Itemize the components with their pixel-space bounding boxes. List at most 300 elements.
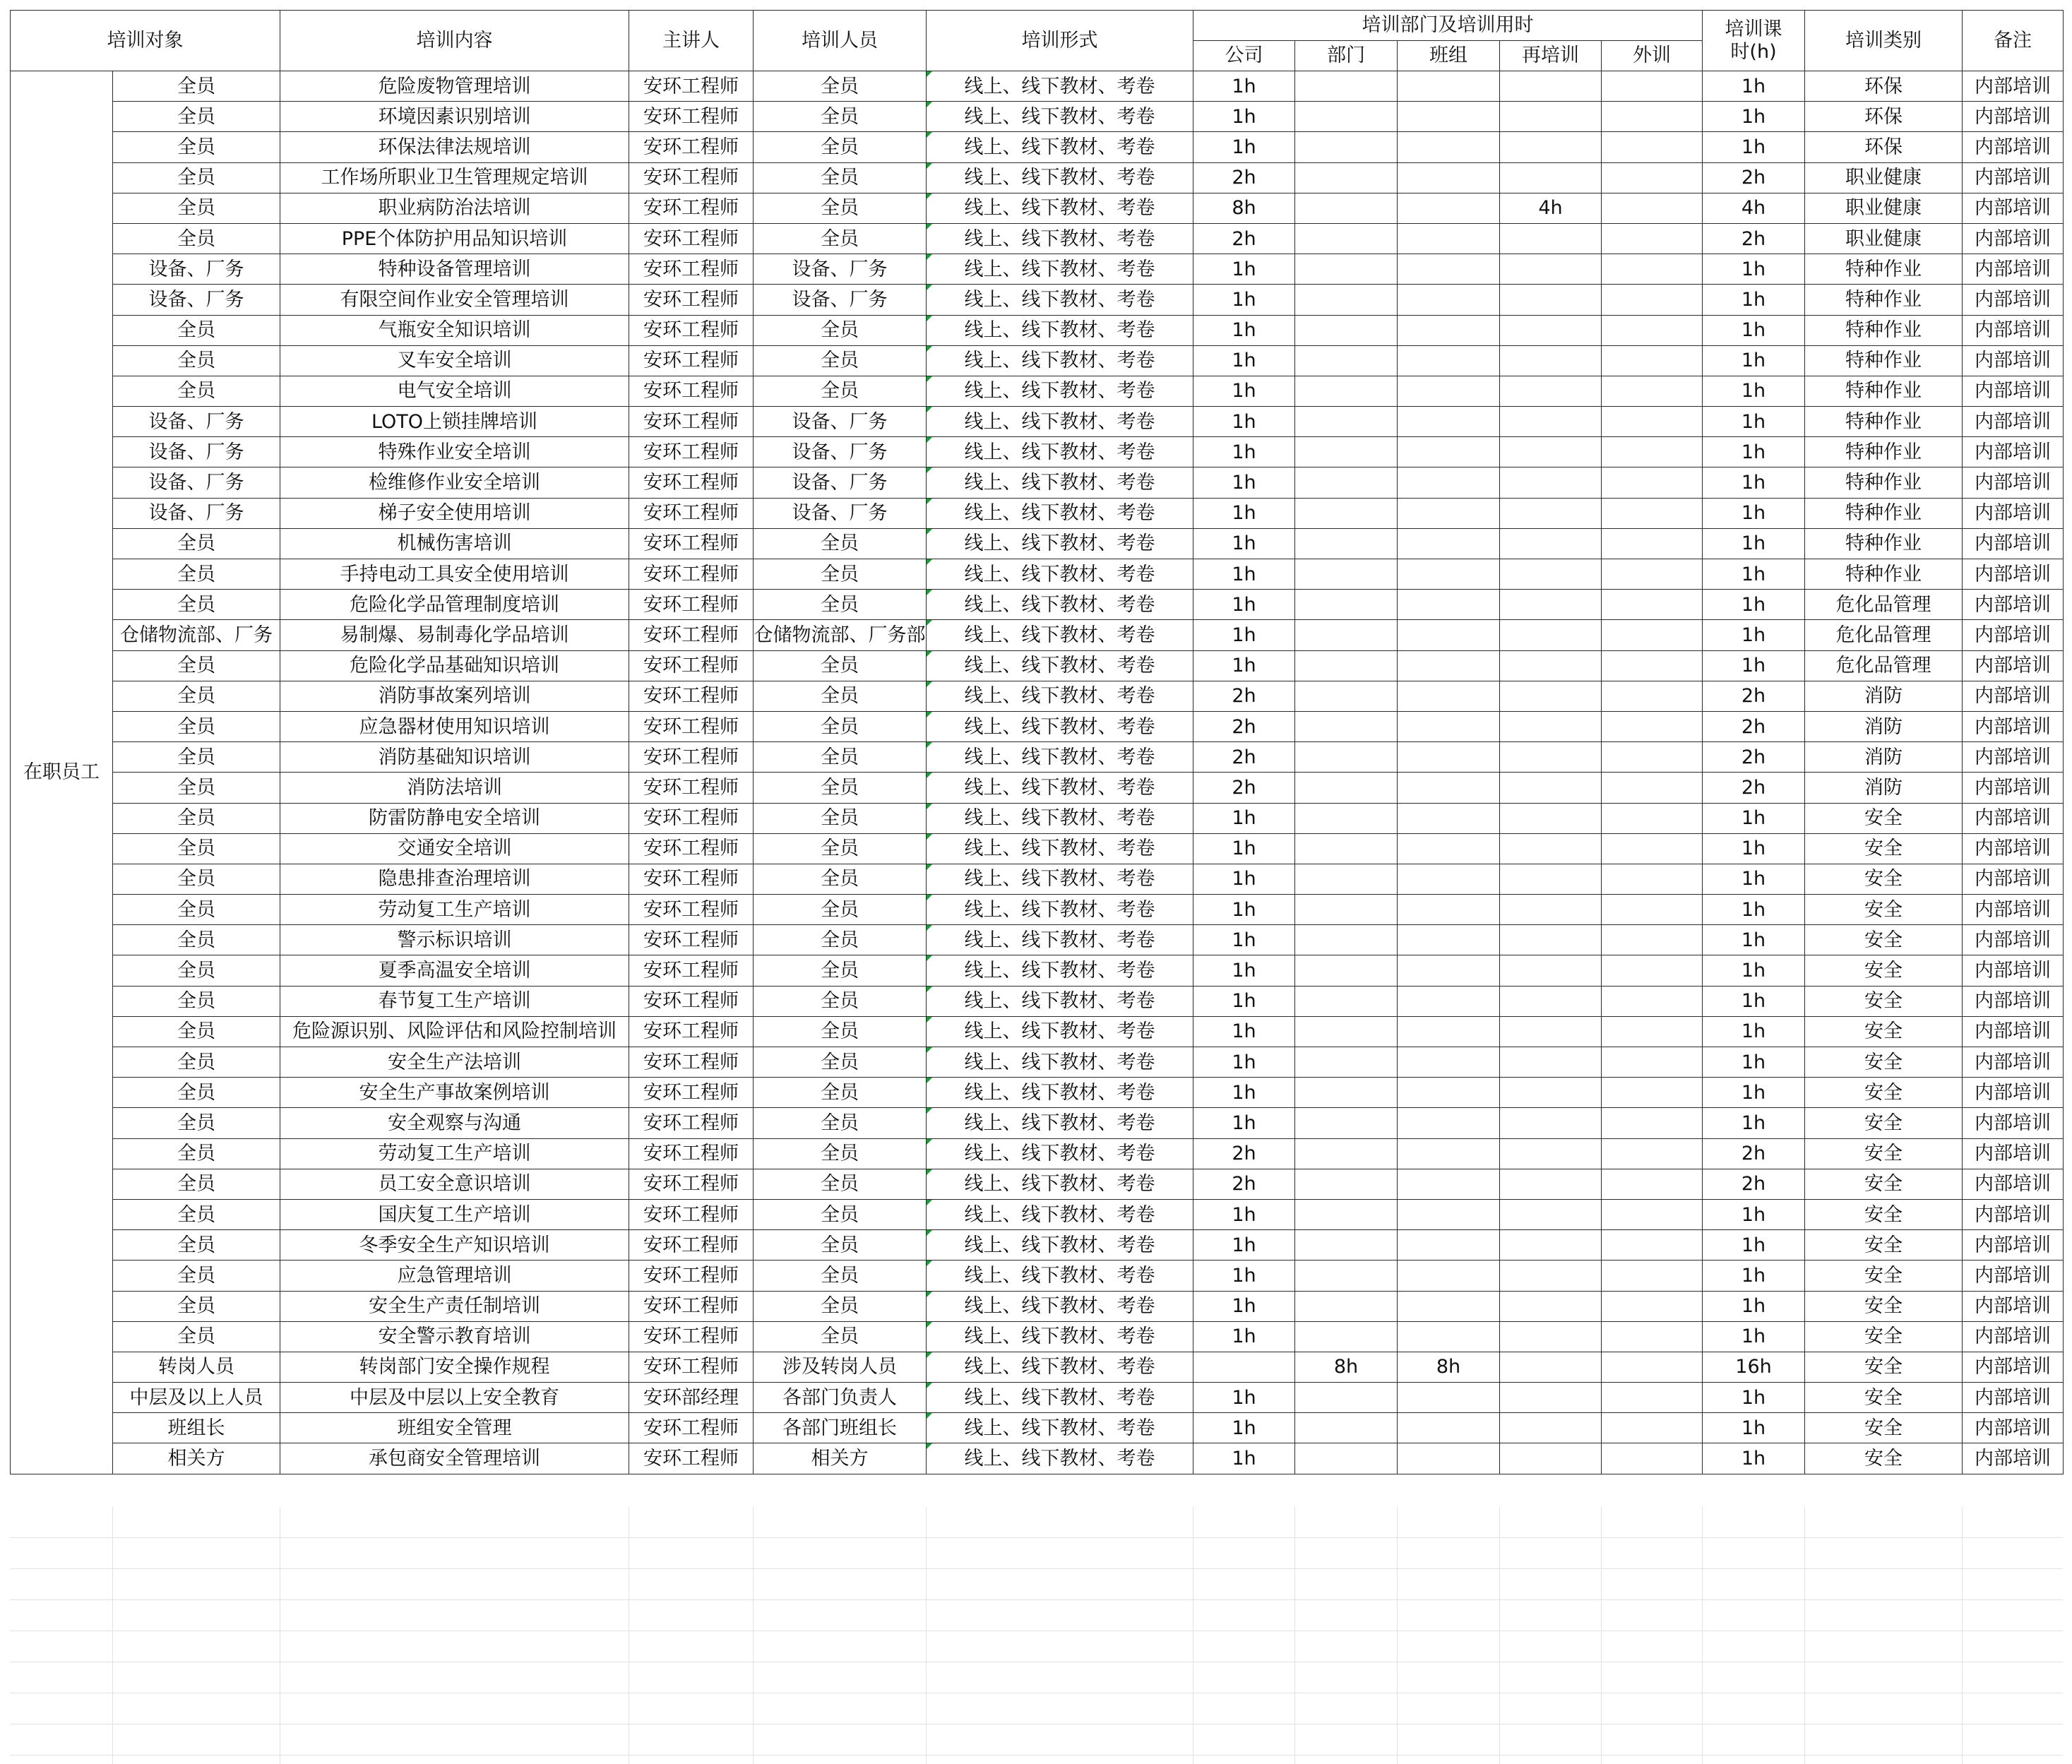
form-cell[interactable]: 线上、线下教材、考卷	[927, 1016, 1193, 1047]
team-hours-cell[interactable]	[1398, 864, 1500, 894]
trainees-cell[interactable]: 全员	[754, 742, 927, 773]
form-cell[interactable]: 线上、线下教材、考卷	[927, 986, 1193, 1016]
target-cell[interactable]: 全员	[113, 1108, 280, 1138]
header-trainees[interactable]: 培训人员	[754, 11, 927, 71]
target-cell[interactable]: 全员	[113, 193, 280, 223]
team-hours-cell[interactable]	[1398, 132, 1500, 162]
remark-cell[interactable]: 内部培训	[1963, 1047, 2064, 1078]
target-cell[interactable]: 设备、厂务	[113, 498, 280, 528]
company-hours-cell[interactable]: 1h	[1193, 1199, 1295, 1229]
external-hours-cell[interactable]	[1602, 467, 1703, 498]
department-hours-cell[interactable]	[1295, 1443, 1398, 1474]
lecturer-cell[interactable]: 安环工程师	[629, 1413, 754, 1443]
department-hours-cell[interactable]	[1295, 711, 1398, 741]
lecturer-cell[interactable]: 安环工程师	[629, 650, 754, 681]
trainees-cell[interactable]: 设备、厂务	[754, 285, 927, 315]
retrain-hours-cell[interactable]	[1500, 1169, 1602, 1199]
company-hours-cell[interactable]: 1h	[1193, 437, 1295, 467]
trainees-cell[interactable]: 全员	[754, 528, 927, 559]
lecturer-cell[interactable]: 安环工程师	[629, 1047, 754, 1078]
external-hours-cell[interactable]	[1602, 1138, 1703, 1169]
department-hours-cell[interactable]	[1295, 407, 1398, 437]
content-cell[interactable]: 安全生产事故案例培训	[280, 1078, 629, 1108]
target-cell[interactable]: 全员	[113, 681, 280, 711]
retrain-hours-cell[interactable]	[1500, 71, 1602, 102]
company-hours-cell[interactable]: 1h	[1193, 986, 1295, 1016]
team-hours-cell[interactable]	[1398, 467, 1500, 498]
trainees-cell[interactable]: 全员	[754, 1138, 927, 1169]
content-cell[interactable]: 消防法培训	[280, 773, 629, 803]
remark-cell[interactable]: 内部培训	[1963, 407, 2064, 437]
remark-cell[interactable]: 内部培训	[1963, 1108, 2064, 1138]
target-cell[interactable]: 全员	[113, 528, 280, 559]
department-hours-cell[interactable]	[1295, 467, 1398, 498]
total-hours-cell[interactable]: 1h	[1703, 1383, 1805, 1413]
header-team[interactable]: 班组	[1398, 41, 1500, 71]
team-hours-cell[interactable]	[1398, 1016, 1500, 1047]
form-cell[interactable]: 线上、线下教材、考卷	[927, 681, 1193, 711]
retrain-hours-cell[interactable]	[1500, 1016, 1602, 1047]
trainees-cell[interactable]: 全员	[754, 1047, 927, 1078]
trainees-cell[interactable]: 全员	[754, 1261, 927, 1291]
form-cell[interactable]: 线上、线下教材、考卷	[927, 1383, 1193, 1413]
total-hours-cell[interactable]: 1h	[1703, 1291, 1805, 1321]
category-cell[interactable]: 安全	[1805, 1321, 1963, 1352]
form-cell[interactable]: 线上、线下教材、考卷	[927, 407, 1193, 437]
total-hours-cell[interactable]: 1h	[1703, 895, 1805, 925]
form-cell[interactable]: 线上、线下教材、考卷	[927, 1108, 1193, 1138]
form-cell[interactable]: 线上、线下教材、考卷	[927, 1321, 1193, 1352]
trainees-cell[interactable]: 全员	[754, 1230, 927, 1261]
external-hours-cell[interactable]	[1602, 223, 1703, 254]
form-cell[interactable]: 线上、线下教材、考卷	[927, 102, 1193, 132]
external-hours-cell[interactable]	[1602, 1261, 1703, 1291]
trainees-cell[interactable]: 全员	[754, 925, 927, 955]
lecturer-cell[interactable]: 安环工程师	[629, 132, 754, 162]
retrain-hours-cell[interactable]	[1500, 620, 1602, 650]
retrain-hours-cell[interactable]	[1500, 1321, 1602, 1352]
retrain-hours-cell[interactable]	[1500, 1443, 1602, 1474]
remark-cell[interactable]: 内部培训	[1963, 528, 2064, 559]
company-hours-cell[interactable]	[1193, 1352, 1295, 1382]
target-cell[interactable]: 全员	[113, 650, 280, 681]
company-hours-cell[interactable]: 1h	[1193, 1047, 1295, 1078]
category-cell[interactable]: 职业健康	[1805, 193, 1963, 223]
retrain-hours-cell[interactable]	[1500, 1138, 1602, 1169]
retrain-hours-cell[interactable]	[1500, 223, 1602, 254]
retrain-hours-cell[interactable]	[1500, 1291, 1602, 1321]
target-cell[interactable]: 全员	[113, 376, 280, 406]
total-hours-cell[interactable]: 4h	[1703, 193, 1805, 223]
retrain-hours-cell[interactable]	[1500, 407, 1602, 437]
remark-cell[interactable]: 内部培训	[1963, 345, 2064, 376]
company-hours-cell[interactable]: 1h	[1193, 620, 1295, 650]
company-hours-cell[interactable]: 2h	[1193, 223, 1295, 254]
team-hours-cell[interactable]	[1398, 407, 1500, 437]
company-hours-cell[interactable]: 1h	[1193, 71, 1295, 102]
retrain-hours-cell[interactable]	[1500, 345, 1602, 376]
team-hours-cell[interactable]	[1398, 559, 1500, 590]
external-hours-cell[interactable]	[1602, 254, 1703, 285]
external-hours-cell[interactable]	[1602, 1016, 1703, 1047]
content-cell[interactable]: 防雷防静电安全培训	[280, 803, 629, 833]
content-cell[interactable]: 安全生产法培训	[280, 1047, 629, 1078]
target-cell[interactable]: 全员	[113, 864, 280, 894]
category-cell[interactable]: 环保	[1805, 132, 1963, 162]
form-cell[interactable]: 线上、线下教材、考卷	[927, 864, 1193, 894]
content-cell[interactable]: LOTO上锁挂牌培训	[280, 407, 629, 437]
target-cell[interactable]: 转岗人员	[113, 1352, 280, 1382]
remark-cell[interactable]: 内部培训	[1963, 254, 2064, 285]
header-category[interactable]: 培训类别	[1805, 11, 1963, 71]
total-hours-cell[interactable]: 1h	[1703, 102, 1805, 132]
form-cell[interactable]: 线上、线下教材、考卷	[927, 925, 1193, 955]
lecturer-cell[interactable]: 安环工程师	[629, 1138, 754, 1169]
company-hours-cell[interactable]: 1h	[1193, 895, 1295, 925]
trainees-cell[interactable]: 设备、厂务	[754, 498, 927, 528]
target-cell[interactable]: 全员	[113, 1261, 280, 1291]
remark-cell[interactable]: 内部培训	[1963, 315, 2064, 345]
trainees-cell[interactable]: 全员	[754, 681, 927, 711]
team-hours-cell[interactable]	[1398, 1443, 1500, 1474]
remark-cell[interactable]: 内部培训	[1963, 895, 2064, 925]
trainees-cell[interactable]: 全员	[754, 773, 927, 803]
target-cell[interactable]: 全员	[113, 102, 280, 132]
content-cell[interactable]: 隐患排查治理培训	[280, 864, 629, 894]
total-hours-cell[interactable]: 1h	[1703, 285, 1805, 315]
content-cell[interactable]: 国庆复工生产培训	[280, 1199, 629, 1229]
total-hours-cell[interactable]: 1h	[1703, 71, 1805, 102]
trainees-cell[interactable]: 设备、厂务	[754, 407, 927, 437]
department-hours-cell[interactable]	[1295, 437, 1398, 467]
external-hours-cell[interactable]	[1602, 407, 1703, 437]
content-cell[interactable]: 夏季高温安全培训	[280, 955, 629, 986]
retrain-hours-cell[interactable]	[1500, 833, 1602, 864]
department-hours-cell[interactable]	[1295, 498, 1398, 528]
trainees-cell[interactable]: 全员	[754, 1199, 927, 1229]
remark-cell[interactable]: 内部培训	[1963, 162, 2064, 193]
retrain-hours-cell[interactable]	[1500, 742, 1602, 773]
total-hours-cell[interactable]: 1h	[1703, 376, 1805, 406]
team-hours-cell[interactable]	[1398, 742, 1500, 773]
remark-cell[interactable]: 内部培训	[1963, 102, 2064, 132]
target-cell[interactable]: 全员	[113, 925, 280, 955]
lecturer-cell[interactable]: 安环工程师	[629, 528, 754, 559]
trainees-cell[interactable]: 全员	[754, 1169, 927, 1199]
form-cell[interactable]: 线上、线下教材、考卷	[927, 1261, 1193, 1291]
target-cell[interactable]: 全员	[113, 590, 280, 620]
company-hours-cell[interactable]: 1h	[1193, 467, 1295, 498]
header-retrain[interactable]: 再培训	[1500, 41, 1602, 71]
department-hours-cell[interactable]	[1295, 223, 1398, 254]
remark-cell[interactable]: 内部培训	[1963, 1291, 2064, 1321]
department-hours-cell[interactable]	[1295, 254, 1398, 285]
group-cell[interactable]: 在职员工	[11, 71, 113, 1474]
company-hours-cell[interactable]: 1h	[1193, 1443, 1295, 1474]
remark-cell[interactable]: 内部培训	[1963, 833, 2064, 864]
form-cell[interactable]: 线上、线下教材、考卷	[927, 1078, 1193, 1108]
total-hours-cell[interactable]: 2h	[1703, 711, 1805, 741]
company-hours-cell[interactable]: 1h	[1193, 559, 1295, 590]
team-hours-cell[interactable]	[1398, 1413, 1500, 1443]
total-hours-cell[interactable]: 1h	[1703, 132, 1805, 162]
team-hours-cell[interactable]	[1398, 711, 1500, 741]
form-cell[interactable]: 线上、线下教材、考卷	[927, 1291, 1193, 1321]
department-hours-cell[interactable]	[1295, 650, 1398, 681]
target-cell[interactable]: 全员	[113, 132, 280, 162]
lecturer-cell[interactable]: 安环工程师	[629, 803, 754, 833]
content-cell[interactable]: 应急器材使用知识培训	[280, 711, 629, 741]
department-hours-cell[interactable]	[1295, 620, 1398, 650]
retrain-hours-cell[interactable]	[1500, 467, 1602, 498]
trainees-cell[interactable]: 全员	[754, 162, 927, 193]
team-hours-cell[interactable]	[1398, 1108, 1500, 1138]
remark-cell[interactable]: 内部培训	[1963, 955, 2064, 986]
team-hours-cell[interactable]	[1398, 498, 1500, 528]
content-cell[interactable]: 机械伤害培训	[280, 528, 629, 559]
target-cell[interactable]: 全员	[113, 223, 280, 254]
retrain-hours-cell[interactable]	[1500, 711, 1602, 741]
category-cell[interactable]: 特种作业	[1805, 437, 1963, 467]
external-hours-cell[interactable]	[1602, 590, 1703, 620]
target-cell[interactable]: 全员	[113, 71, 280, 102]
lecturer-cell[interactable]: 安环工程师	[629, 1291, 754, 1321]
retrain-hours-cell[interactable]	[1500, 1352, 1602, 1382]
form-cell[interactable]: 线上、线下教材、考卷	[927, 773, 1193, 803]
total-hours-cell[interactable]: 2h	[1703, 1169, 1805, 1199]
total-hours-cell[interactable]: 1h	[1703, 803, 1805, 833]
total-hours-cell[interactable]: 1h	[1703, 407, 1805, 437]
retrain-hours-cell[interactable]	[1500, 437, 1602, 467]
department-hours-cell[interactable]	[1295, 559, 1398, 590]
team-hours-cell[interactable]	[1398, 650, 1500, 681]
category-cell[interactable]: 特种作业	[1805, 407, 1963, 437]
category-cell[interactable]: 消防	[1805, 711, 1963, 741]
external-hours-cell[interactable]	[1602, 986, 1703, 1016]
form-cell[interactable]: 线上、线下教材、考卷	[927, 1413, 1193, 1443]
team-hours-cell[interactable]	[1398, 315, 1500, 345]
content-cell[interactable]: 特殊作业安全培训	[280, 437, 629, 467]
content-cell[interactable]: 易制爆、易制毒化学品培训	[280, 620, 629, 650]
retrain-hours-cell[interactable]	[1500, 559, 1602, 590]
department-hours-cell[interactable]	[1295, 132, 1398, 162]
trainees-cell[interactable]: 全员	[754, 345, 927, 376]
lecturer-cell[interactable]: 安环工程师	[629, 437, 754, 467]
external-hours-cell[interactable]	[1602, 498, 1703, 528]
target-cell[interactable]: 全员	[113, 833, 280, 864]
target-cell[interactable]: 全员	[113, 345, 280, 376]
external-hours-cell[interactable]	[1602, 773, 1703, 803]
team-hours-cell[interactable]	[1398, 285, 1500, 315]
target-cell[interactable]: 全员	[113, 803, 280, 833]
remark-cell[interactable]: 内部培训	[1963, 1352, 2064, 1382]
lecturer-cell[interactable]: 安环工程师	[629, 1230, 754, 1261]
team-hours-cell[interactable]	[1398, 803, 1500, 833]
total-hours-cell[interactable]: 1h	[1703, 1016, 1805, 1047]
header-lecturer[interactable]: 主讲人	[629, 11, 754, 71]
external-hours-cell[interactable]	[1602, 681, 1703, 711]
company-hours-cell[interactable]: 2h	[1193, 711, 1295, 741]
category-cell[interactable]: 安全	[1805, 1383, 1963, 1413]
content-cell[interactable]: 危险废物管理培训	[280, 71, 629, 102]
retrain-hours-cell[interactable]	[1500, 895, 1602, 925]
team-hours-cell[interactable]	[1398, 925, 1500, 955]
retrain-hours-cell[interactable]	[1500, 254, 1602, 285]
team-hours-cell[interactable]	[1398, 376, 1500, 406]
retrain-hours-cell[interactable]	[1500, 590, 1602, 620]
external-hours-cell[interactable]	[1602, 376, 1703, 406]
total-hours-cell[interactable]: 1h	[1703, 498, 1805, 528]
company-hours-cell[interactable]: 1h	[1193, 864, 1295, 894]
company-hours-cell[interactable]: 1h	[1193, 590, 1295, 620]
total-hours-cell[interactable]: 1h	[1703, 1443, 1805, 1474]
total-hours-cell[interactable]: 2h	[1703, 773, 1805, 803]
external-hours-cell[interactable]	[1602, 833, 1703, 864]
lecturer-cell[interactable]: 安环工程师	[629, 1199, 754, 1229]
department-hours-cell[interactable]	[1295, 1016, 1398, 1047]
form-cell[interactable]: 线上、线下教材、考卷	[927, 895, 1193, 925]
lecturer-cell[interactable]: 安环工程师	[629, 1443, 754, 1474]
external-hours-cell[interactable]	[1602, 162, 1703, 193]
target-cell[interactable]: 全员	[113, 1078, 280, 1108]
department-hours-cell[interactable]	[1295, 162, 1398, 193]
external-hours-cell[interactable]	[1602, 1230, 1703, 1261]
external-hours-cell[interactable]	[1602, 1383, 1703, 1413]
lecturer-cell[interactable]: 安环工程师	[629, 925, 754, 955]
retrain-hours-cell[interactable]	[1500, 376, 1602, 406]
company-hours-cell[interactable]: 1h	[1193, 650, 1295, 681]
content-cell[interactable]: 职业病防治法培训	[280, 193, 629, 223]
header-remark[interactable]: 备注	[1963, 11, 2064, 71]
total-hours-cell[interactable]: 2h	[1703, 162, 1805, 193]
content-cell[interactable]: 员工安全意识培训	[280, 1169, 629, 1199]
retrain-hours-cell[interactable]	[1500, 162, 1602, 193]
target-cell[interactable]: 全员	[113, 955, 280, 986]
lecturer-cell[interactable]: 安环工程师	[629, 955, 754, 986]
company-hours-cell[interactable]: 1h	[1193, 1078, 1295, 1108]
trainees-cell[interactable]: 全员	[754, 955, 927, 986]
content-cell[interactable]: 梯子安全使用培训	[280, 498, 629, 528]
company-hours-cell[interactable]: 1h	[1193, 955, 1295, 986]
content-cell[interactable]: 劳动复工生产培训	[280, 1138, 629, 1169]
lecturer-cell[interactable]: 安环工程师	[629, 620, 754, 650]
company-hours-cell[interactable]: 1h	[1193, 254, 1295, 285]
team-hours-cell[interactable]	[1398, 528, 1500, 559]
category-cell[interactable]: 特种作业	[1805, 285, 1963, 315]
external-hours-cell[interactable]	[1602, 132, 1703, 162]
content-cell[interactable]: 气瓶安全知识培训	[280, 315, 629, 345]
trainees-cell[interactable]: 全员	[754, 803, 927, 833]
retrain-hours-cell[interactable]: 4h	[1500, 193, 1602, 223]
remark-cell[interactable]: 内部培训	[1963, 376, 2064, 406]
external-hours-cell[interactable]	[1602, 1047, 1703, 1078]
department-hours-cell[interactable]	[1295, 1261, 1398, 1291]
retrain-hours-cell[interactable]	[1500, 955, 1602, 986]
form-cell[interactable]: 线上、线下教材、考卷	[927, 132, 1193, 162]
trainees-cell[interactable]: 涉及转岗人员	[754, 1352, 927, 1382]
department-hours-cell[interactable]	[1295, 193, 1398, 223]
external-hours-cell[interactable]	[1602, 1352, 1703, 1382]
department-hours-cell[interactable]	[1295, 1199, 1398, 1229]
target-cell[interactable]: 班组长	[113, 1413, 280, 1443]
target-cell[interactable]: 全员	[113, 315, 280, 345]
external-hours-cell[interactable]	[1602, 1291, 1703, 1321]
target-cell[interactable]: 设备、厂务	[113, 407, 280, 437]
category-cell[interactable]: 安全	[1805, 925, 1963, 955]
content-cell[interactable]: 环境因素识别培训	[280, 102, 629, 132]
trainees-cell[interactable]: 全员	[754, 1108, 927, 1138]
department-hours-cell[interactable]: 8h	[1295, 1352, 1398, 1382]
content-cell[interactable]: 叉车安全培训	[280, 345, 629, 376]
target-cell[interactable]: 设备、厂务	[113, 254, 280, 285]
lecturer-cell[interactable]: 安环工程师	[629, 467, 754, 498]
lecturer-cell[interactable]: 安环工程师	[629, 1321, 754, 1352]
remark-cell[interactable]: 内部培训	[1963, 1321, 2064, 1352]
content-cell[interactable]: 警示标识培训	[280, 925, 629, 955]
content-cell[interactable]: 消防基础知识培训	[280, 742, 629, 773]
department-hours-cell[interactable]	[1295, 1321, 1398, 1352]
company-hours-cell[interactable]: 2h	[1193, 1169, 1295, 1199]
trainees-cell[interactable]: 全员	[754, 102, 927, 132]
total-hours-cell[interactable]: 1h	[1703, 1413, 1805, 1443]
target-cell[interactable]: 全员	[113, 1291, 280, 1321]
form-cell[interactable]: 线上、线下教材、考卷	[927, 620, 1193, 650]
department-hours-cell[interactable]	[1295, 986, 1398, 1016]
form-cell[interactable]: 线上、线下教材、考卷	[927, 498, 1193, 528]
external-hours-cell[interactable]	[1602, 1413, 1703, 1443]
external-hours-cell[interactable]	[1602, 559, 1703, 590]
department-hours-cell[interactable]	[1295, 590, 1398, 620]
retrain-hours-cell[interactable]	[1500, 681, 1602, 711]
form-cell[interactable]: 线上、线下教材、考卷	[927, 528, 1193, 559]
department-hours-cell[interactable]	[1295, 925, 1398, 955]
department-hours-cell[interactable]	[1295, 315, 1398, 345]
lecturer-cell[interactable]: 安环工程师	[629, 1169, 754, 1199]
category-cell[interactable]: 安全	[1805, 895, 1963, 925]
form-cell[interactable]: 线上、线下教材、考卷	[927, 285, 1193, 315]
company-hours-cell[interactable]: 1h	[1193, 925, 1295, 955]
lecturer-cell[interactable]: 安环工程师	[629, 742, 754, 773]
trainees-cell[interactable]: 全员	[754, 315, 927, 345]
header-external[interactable]: 外训	[1602, 41, 1703, 71]
retrain-hours-cell[interactable]	[1500, 773, 1602, 803]
external-hours-cell[interactable]	[1602, 315, 1703, 345]
total-hours-cell[interactable]: 1h	[1703, 1230, 1805, 1261]
external-hours-cell[interactable]	[1602, 437, 1703, 467]
remark-cell[interactable]: 内部培训	[1963, 711, 2064, 741]
retrain-hours-cell[interactable]	[1500, 925, 1602, 955]
retrain-hours-cell[interactable]	[1500, 1108, 1602, 1138]
trainees-cell[interactable]: 各部门班组长	[754, 1413, 927, 1443]
total-hours-cell[interactable]: 1h	[1703, 620, 1805, 650]
content-cell[interactable]: 承包商安全管理培训	[280, 1443, 629, 1474]
department-hours-cell[interactable]	[1295, 528, 1398, 559]
department-hours-cell[interactable]	[1295, 1413, 1398, 1443]
trainees-cell[interactable]: 全员	[754, 193, 927, 223]
team-hours-cell[interactable]	[1398, 1230, 1500, 1261]
lecturer-cell[interactable]: 安环工程师	[629, 376, 754, 406]
trainees-cell[interactable]: 各部门负责人	[754, 1383, 927, 1413]
header-company[interactable]: 公司	[1193, 41, 1295, 71]
target-cell[interactable]: 设备、厂务	[113, 467, 280, 498]
lecturer-cell[interactable]: 安环工程师	[629, 345, 754, 376]
remark-cell[interactable]: 内部培训	[1963, 1383, 2064, 1413]
header-target[interactable]: 培训对象	[11, 11, 280, 71]
content-cell[interactable]: 班组安全管理	[280, 1413, 629, 1443]
external-hours-cell[interactable]	[1602, 102, 1703, 132]
content-cell[interactable]: 春节复工生产培训	[280, 986, 629, 1016]
target-cell[interactable]: 设备、厂务	[113, 437, 280, 467]
